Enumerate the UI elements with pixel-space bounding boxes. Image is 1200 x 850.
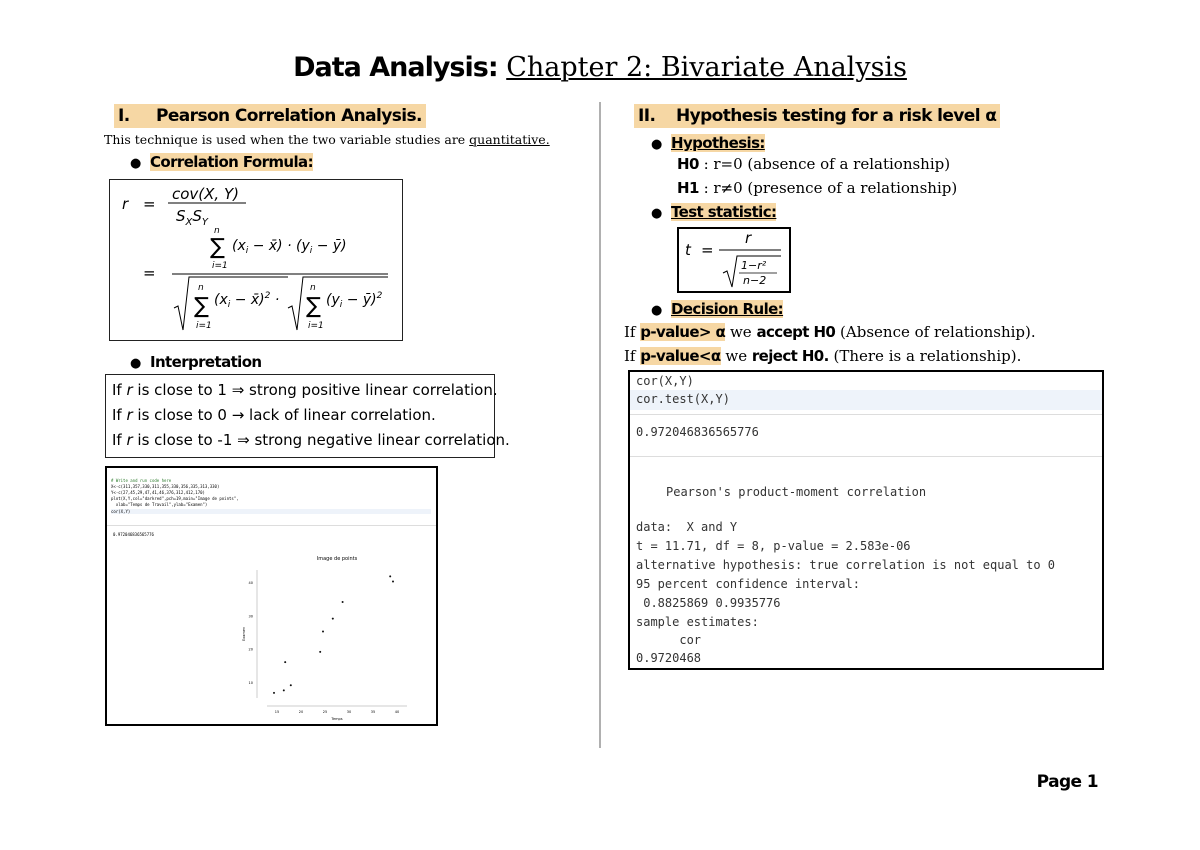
rule-pre: If: [624, 323, 641, 341]
section-1-heading: [114, 104, 426, 128]
x-tick-label: 35: [370, 710, 376, 714]
section-1-number: I.: [118, 106, 130, 126]
rule-post: (There is a relationship).: [828, 347, 1022, 365]
scatter-point: [322, 630, 324, 632]
rule-mid: we: [725, 323, 757, 341]
svg-text:∑: ∑: [194, 294, 209, 319]
interpretation-line: [112, 431, 510, 449]
y-tick-label: 20: [248, 647, 253, 652]
svg-text:i=1: i=1: [212, 261, 228, 271]
scatter-point: [273, 692, 275, 694]
rule-cond: p-value> α: [640, 323, 726, 341]
section-1-label: Pearson Correlation Analysis.: [156, 106, 422, 126]
bullet-dot: ●: [651, 137, 663, 152]
x-tick-label: 20: [298, 710, 304, 714]
interp-var: r: [126, 381, 133, 399]
bullet-label: Hypothesis:: [671, 134, 765, 152]
rule-act: accept H0: [756, 323, 836, 341]
svg-text:∑: ∑: [210, 235, 225, 260]
bullet-dot: ●: [130, 156, 142, 171]
column-divider: [599, 102, 601, 748]
interpretation-line: [112, 406, 436, 424]
x-tick-label: 30: [346, 710, 352, 714]
console-output-line: alternative hypothesis: true correlation is not equal to 0: [636, 558, 1056, 572]
bullet-label: Test statistic:: [671, 203, 777, 221]
r-console-output: [628, 370, 1104, 670]
console-output-line: 0.972046836565776: [636, 425, 759, 439]
svg-text:n: n: [214, 226, 220, 236]
separator: [630, 414, 1102, 415]
interp-pre: If: [112, 381, 127, 399]
console-heading: Pearson's product-moment correlation: [666, 485, 927, 499]
decision-rule-1: [624, 323, 1036, 341]
svg-text:n: n: [310, 283, 316, 293]
formula-sxsy: $S_XS_Y$: [176, 207, 209, 228]
r-plot-screenshot: [105, 466, 438, 726]
section-2-heading: [634, 104, 1000, 128]
bullet-decision-rule: [651, 299, 783, 321]
formula-r: r: [122, 195, 129, 213]
svg-text:(yi − ȳ)2: ($y_i$ − ȳ)$^2$: [326, 291, 383, 310]
separator: [107, 525, 436, 526]
correlation-formula-box: [109, 179, 403, 341]
bullet-test-statistic: [651, 202, 776, 224]
x-tick-label: 25: [322, 710, 328, 714]
scatter-point: [283, 689, 285, 691]
h1-label: H1: [677, 179, 699, 197]
bullet-dot: ●: [651, 206, 663, 221]
intro-text: [104, 132, 550, 147]
title-bold: Data Analysis:: [293, 52, 498, 83]
interp-pre: If: [112, 406, 127, 424]
formula-cov: cov(X, Y): [172, 185, 239, 203]
h0-text: : r=0 (absence of a relationship): [698, 155, 951, 173]
code-block: [111, 478, 433, 520]
code-line: X<-c(311,357,330,311,355,330,356,335,313,330): [111, 484, 220, 489]
bullet-label: Correlation Formula:: [150, 153, 313, 171]
console-output-line: t = 11.71, df = 8, p-value = 2.583e-06: [636, 539, 911, 553]
rule-pre: If: [624, 347, 641, 365]
interpretation-line: [112, 381, 498, 399]
bullet-interpretation: [130, 352, 262, 374]
rule-post: (Absence of relationship).: [835, 323, 1036, 341]
scatter-point: [332, 618, 334, 620]
bullet-label: Decision Rule:: [671, 300, 784, 318]
x-tick-label: 15: [274, 710, 280, 714]
interp-pre: If: [112, 431, 127, 449]
interp-text: is close to 1 ⇒ strong positive linear correlation.: [132, 381, 498, 399]
svg-text:i=1: i=1: [196, 321, 212, 331]
scatter-plot: [107, 548, 436, 724]
scatter-point: [389, 575, 391, 577]
interp-text: is close to -1 ⇒ strong negative linear correlation.: [132, 431, 510, 449]
h0-label: H0: [677, 155, 699, 173]
interp-var: r: [126, 406, 133, 424]
svg-text:(xi − x̄) · (yi − ȳ): ($x_i$ − x̄) · ($y_i$ − ȳ): [232, 238, 347, 256]
stat-t: t: [685, 241, 691, 259]
separator: [630, 456, 1102, 457]
stat-eq: =: [701, 241, 714, 259]
h1-line: [677, 179, 957, 197]
code-line: plot(X,Y,col="darkred",pch=19,main="Image de points",: [111, 496, 239, 501]
bullet-correlation-formula: [130, 152, 313, 174]
interp-var: r: [126, 431, 133, 449]
intro-text-emph: quantitative.: [469, 132, 550, 147]
scatter-point: [290, 684, 292, 686]
x-tick-label: 40: [394, 710, 400, 714]
stat-inner-num: 1−r²: [741, 259, 767, 272]
test-statistic-formula: [679, 229, 789, 291]
scatter-point: [319, 651, 321, 653]
svg-text:n: n: [198, 283, 204, 293]
section-2-label: Hypothesis testing for a risk level α: [676, 106, 997, 126]
y-axis-label: Examen: [242, 626, 246, 642]
console-output-line: data: X and Y: [636, 520, 738, 534]
y-tick-label: 30: [248, 614, 253, 619]
svg-text:=: =: [143, 195, 156, 213]
bullet-dot: ●: [130, 356, 142, 371]
svg-text:(xi − x̄)2 ·: ($x_i$ − x̄)$^2$ ·: [214, 291, 280, 310]
console-output-line: 95 percent confidence interval:: [636, 577, 860, 591]
scatter-point: [284, 661, 286, 663]
bullet-dot: ●: [651, 303, 663, 318]
stat-inner-den: n−2: [743, 274, 767, 287]
console-output-line: sample estimates:: [636, 615, 759, 629]
title-chapter: Chapter 2: Bivariate Analysis: [506, 52, 907, 83]
console-command: cor(X,Y): [636, 374, 694, 388]
console-output-line: cor: [636, 633, 702, 647]
plot-title: Image de points: [316, 556, 358, 562]
code-output: 0.972046836565776: [113, 532, 154, 537]
y-tick-label: 40: [248, 581, 253, 585]
scatter-point: [342, 601, 344, 603]
console-command: cor.test(X,Y): [636, 392, 730, 406]
correlation-formula: [110, 180, 402, 340]
x-axis-label: Temps: [331, 717, 343, 721]
console-output-line: 0.8825869 0.9935776: [636, 596, 781, 610]
svg-text:∑: ∑: [306, 294, 321, 319]
bullet-label: Interpretation: [150, 353, 262, 371]
page-number: Page 1: [1036, 772, 1098, 792]
stat-r: r: [745, 229, 752, 247]
code-line: Y<-c(27,45,29,47,41,46,376,312,412,170): [111, 490, 205, 495]
interpretation-box: [105, 374, 510, 458]
h0-line: [677, 155, 950, 173]
rule-mid: we: [720, 347, 752, 365]
interp-text: is close to 0 → lack of linear correlation.: [132, 406, 436, 424]
rule-cond: p-value<α: [640, 347, 721, 365]
console-output-line: 0.9720468: [636, 651, 702, 665]
rule-act: reject H0.: [751, 347, 829, 365]
decision-rule-2: [624, 347, 1021, 365]
page-title: [0, 52, 1200, 83]
svg-text:i=1: i=1: [308, 321, 324, 331]
bullet-hypothesis: [651, 133, 765, 155]
y-tick-label: 10: [248, 681, 253, 685]
svg-text:=: =: [143, 264, 156, 282]
h1-text: : r≠0 (presence of a relationship): [698, 179, 958, 197]
section-2-number: II.: [638, 106, 656, 126]
code-line: cor(X,Y): [111, 509, 431, 514]
intro-text-main: This technique is used when the two variable studies are: [104, 132, 470, 147]
scatter-point: [392, 581, 394, 583]
test-statistic-box: [677, 227, 791, 293]
code-line: # Write and run code here: [111, 478, 172, 483]
code-line: xlab="Temps de Travail",ylab="Examen"): [111, 502, 208, 507]
